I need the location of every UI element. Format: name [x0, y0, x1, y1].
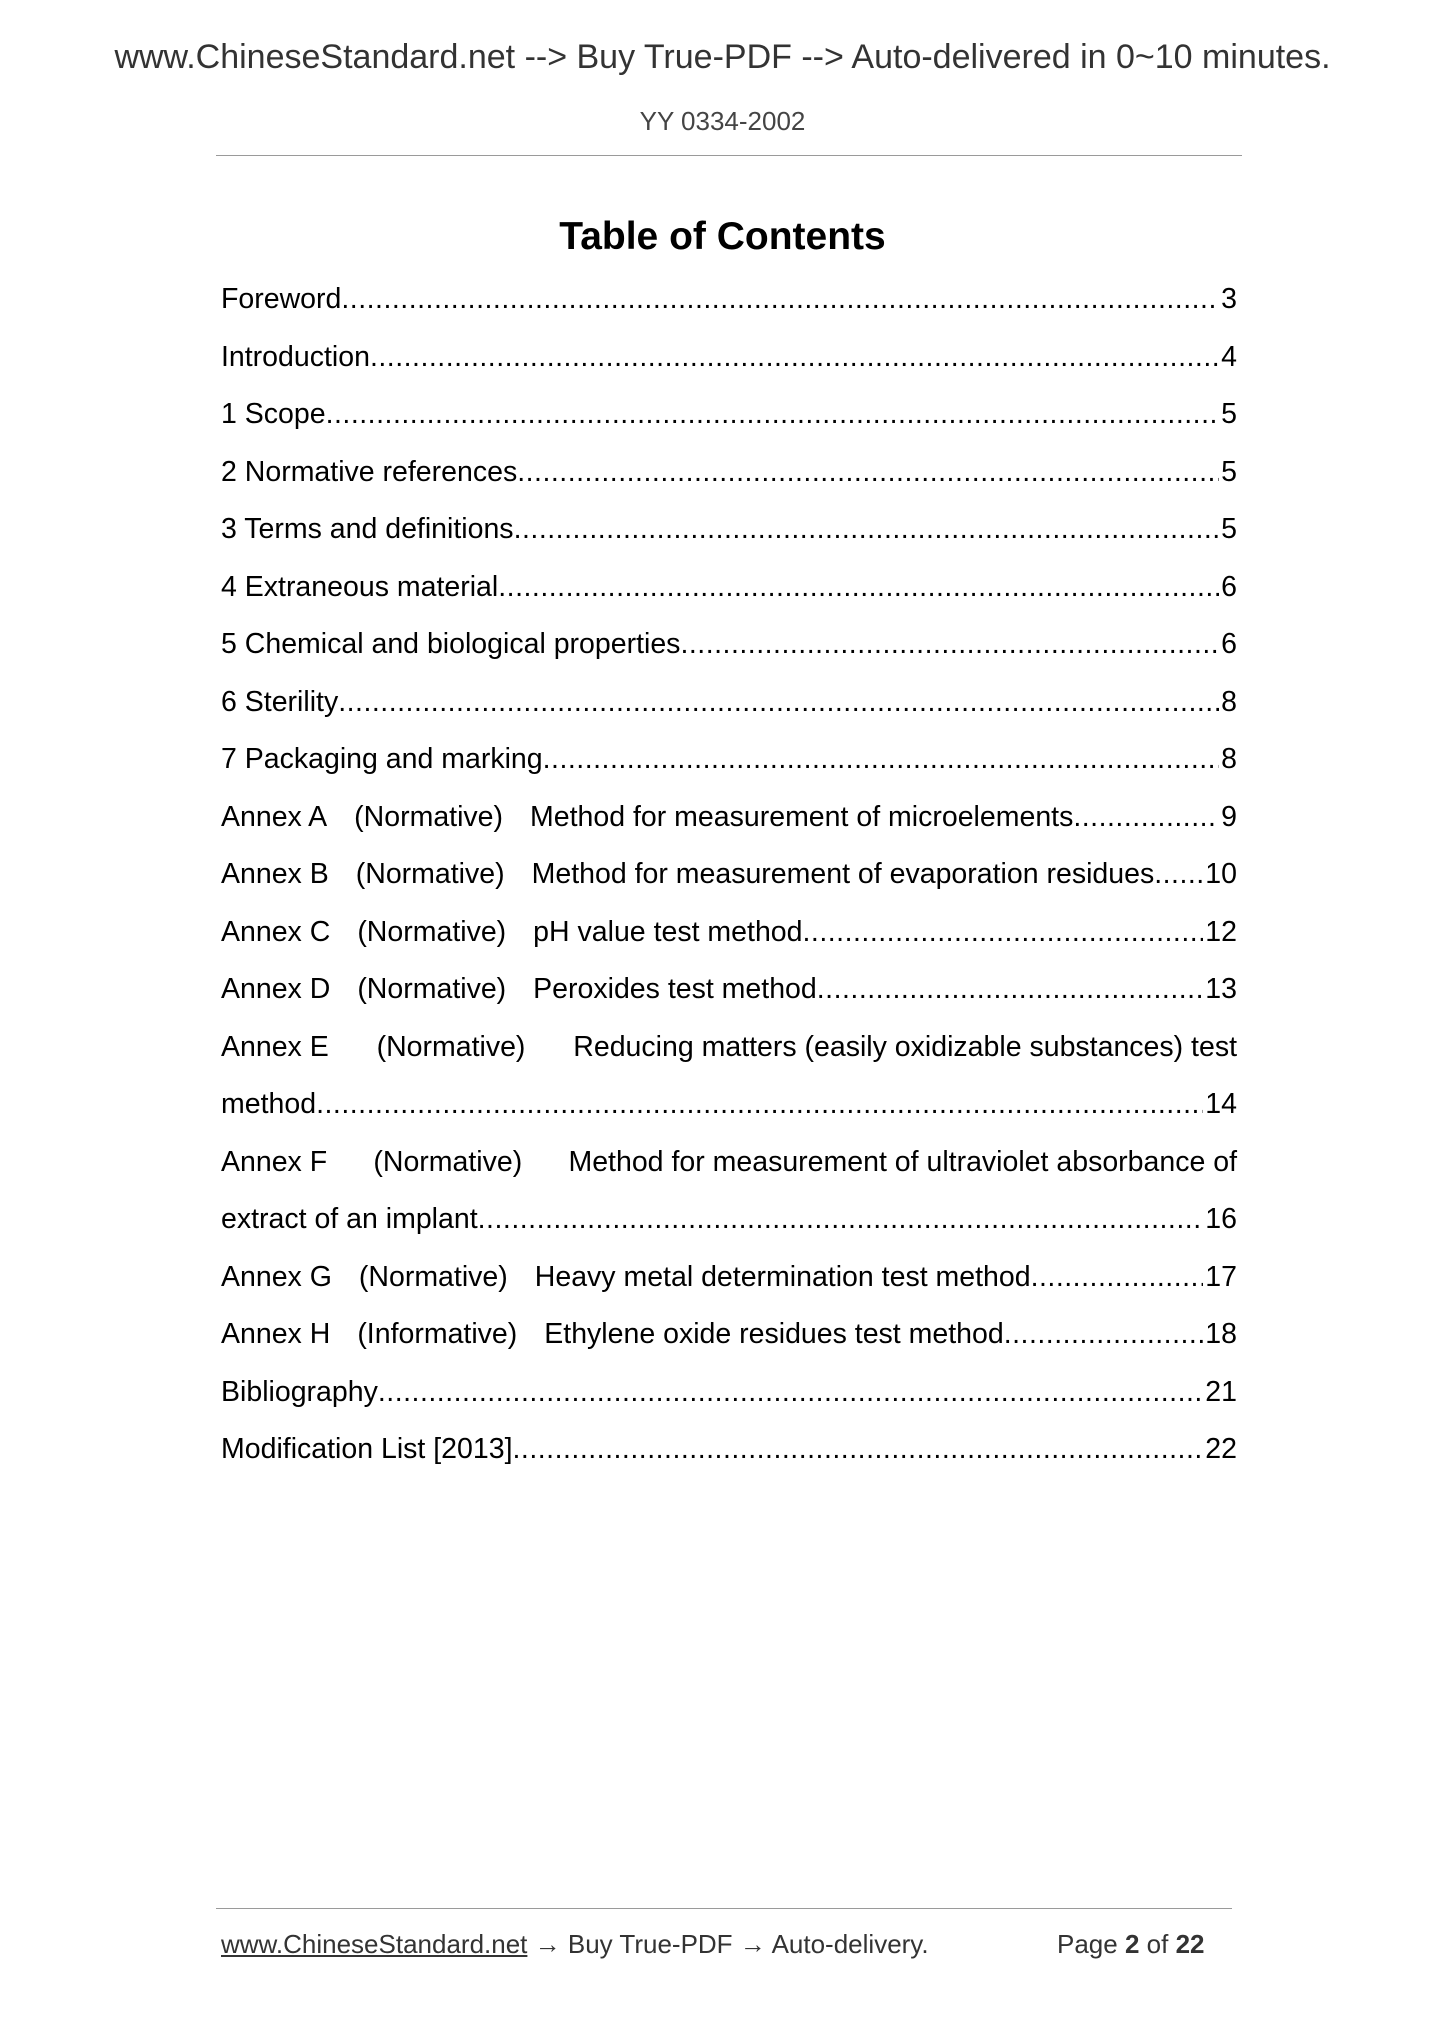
toc-entry-label: 3 Terms and definitions	[221, 513, 514, 545]
toc-entry-page: 6	[1221, 628, 1237, 660]
toc-entry-normative-references[interactable]	[221, 456, 1237, 514]
dot-leader	[338, 686, 1219, 719]
dot-leader	[1004, 1318, 1204, 1351]
page-total: 22	[1175, 1929, 1205, 1959]
toc-entry-page: 22	[1205, 1433, 1237, 1465]
toc-entry-extraneous-material[interactable]	[221, 571, 1237, 629]
annex-code: Annex E	[221, 1030, 329, 1063]
toc-entry-label: Annex G (Normative) Heavy metal determination test method	[221, 1260, 1031, 1293]
toc-entry-label: extract of an implant	[221, 1203, 478, 1235]
dot-leader	[498, 571, 1219, 604]
annex-type: (Normative)	[376, 1030, 526, 1063]
toc-entry-annex-d[interactable]	[221, 973, 1237, 1031]
annex-title: Method for measurement of ultraviolet absorbance of	[568, 1145, 1237, 1178]
dot-leader	[378, 1376, 1203, 1409]
toc-entry-annex-c[interactable]	[221, 916, 1237, 974]
toc-entry-page: 8	[1221, 743, 1237, 775]
standard-code: YY 0334-2002	[639, 106, 806, 136]
toc-entry-modification-list[interactable]	[221, 1433, 1237, 1491]
page-indicator	[1057, 1929, 1205, 1960]
toc-entry-page: 5	[1221, 455, 1237, 488]
footer-divider	[216, 1908, 1232, 1909]
toc-entry-bibliography[interactable]	[221, 1376, 1237, 1434]
dot-leader	[513, 1433, 1204, 1466]
header-divider	[216, 155, 1242, 156]
dot-leader	[514, 513, 1220, 546]
toc-entry-chemical-biological[interactable]	[221, 628, 1237, 686]
toc-entry-sterility[interactable]	[221, 686, 1237, 744]
toc-entry-annex-h[interactable]	[221, 1318, 1237, 1376]
toc-entry-page: 8	[1221, 685, 1237, 718]
toc-entry-annex-e-line1[interactable]	[221, 1031, 1237, 1089]
toc-entry-label: Annex B (Normative) Method for measurement of evaporation residues	[221, 858, 1155, 890]
toc-entry-label: Annex D (Normative) Peroxides test method	[221, 973, 817, 1005]
toc-entry-page: 14	[1205, 1088, 1237, 1120]
toc-entry-page: 4	[1221, 340, 1237, 373]
toc-entry-label: 5 Chemical and biological properties	[221, 628, 681, 660]
toc-entry-introduction[interactable]	[221, 341, 1237, 399]
toc-entry-page: 12	[1205, 915, 1237, 948]
toc-entry-label: Introduction	[221, 340, 370, 373]
toc-entry-page: 3	[1221, 283, 1237, 315]
toc-entry-page: 21	[1205, 1375, 1237, 1408]
dot-leader	[1154, 858, 1203, 891]
dot-leader	[326, 398, 1220, 431]
toc-entry-page: 10	[1205, 858, 1237, 890]
annex-code: Annex F	[221, 1145, 328, 1178]
toc-entry-page: 5	[1221, 398, 1237, 430]
dot-leader	[478, 1203, 1204, 1236]
toc-entry-foreword[interactable]	[221, 283, 1237, 341]
toc-entry-label: Annex A (Normative) Method for measurement of microelements	[221, 800, 1074, 833]
toc-entry-annex-f-line1[interactable]	[221, 1146, 1237, 1204]
toc-entry-annex-a[interactable]	[221, 801, 1237, 859]
toc-entry-page: 16	[1205, 1203, 1237, 1235]
toc-entry-annex-e-line2[interactable]	[221, 1088, 1237, 1146]
footer-tagline: → Buy True-PDF → Auto-delivery.	[527, 1929, 929, 1959]
toc-entry-page: 17	[1205, 1260, 1237, 1293]
top-banner: www.ChineseStandard.net --> Buy True-PDF --> Auto-delivered in 0~10 minutes.	[114, 38, 1331, 76]
dot-leader	[680, 628, 1219, 661]
footer-promo	[221, 1929, 929, 1960]
toc-entry-label: 1 Scope	[221, 398, 326, 430]
toc-title: Table of Contents	[559, 215, 886, 258]
toc-entry-packaging-marking[interactable]	[221, 743, 1237, 801]
dot-leader	[517, 456, 1219, 489]
dot-leader	[543, 743, 1220, 776]
toc-entry-label: method	[221, 1088, 317, 1120]
toc-entry-label: 7 Packaging and marking	[221, 743, 543, 775]
toc-entry-label: 6 Sterility	[221, 685, 339, 718]
dot-leader	[370, 341, 1219, 374]
toc-entry-terms-and-definitions[interactable]	[221, 513, 1237, 571]
toc-entry-page: 18	[1205, 1318, 1237, 1350]
toc-entry-label: 4 Extraneous material	[221, 570, 499, 603]
toc-entry-page: 5	[1221, 513, 1237, 545]
toc-entry-annex-b[interactable]	[221, 858, 1237, 916]
toc-entry-page: 6	[1221, 570, 1237, 603]
toc-entry-scope[interactable]	[221, 398, 1237, 456]
dot-leader	[1073, 801, 1219, 834]
toc-entry-label: Annex C (Normative) pH value test method	[221, 915, 803, 948]
dot-leader	[341, 283, 1219, 316]
toc-entry-page: 9	[1221, 800, 1237, 833]
dot-leader	[803, 916, 1204, 949]
toc-entry-label: Annex H (Informative) Ethylene oxide residues test method	[221, 1318, 1004, 1350]
of-word: of	[1146, 1929, 1169, 1959]
dot-leader	[316, 1088, 1203, 1121]
dot-leader	[817, 973, 1204, 1006]
annex-type: (Normative)	[373, 1145, 523, 1178]
toc-entry-label: Bibliography	[221, 1375, 378, 1408]
footer-site-link[interactable]: www.ChineseStandard.net	[221, 1929, 528, 1959]
page-current: 2	[1124, 1929, 1140, 1959]
table-of-contents	[221, 283, 1237, 1491]
toc-entry-label: Foreword	[221, 283, 342, 315]
toc-entry-label: Modification List [2013]	[221, 1433, 513, 1465]
page-word: Page	[1057, 1929, 1118, 1959]
toc-entry-page: 13	[1205, 973, 1237, 1005]
toc-entry-label: 2 Normative references	[221, 455, 518, 488]
toc-entry-annex-g[interactable]	[221, 1261, 1237, 1319]
annex-title: Reducing matters (easily oxidizable substances) test	[573, 1030, 1237, 1063]
dot-leader	[1031, 1261, 1204, 1294]
toc-entry-annex-f-line2[interactable]	[221, 1203, 1237, 1261]
